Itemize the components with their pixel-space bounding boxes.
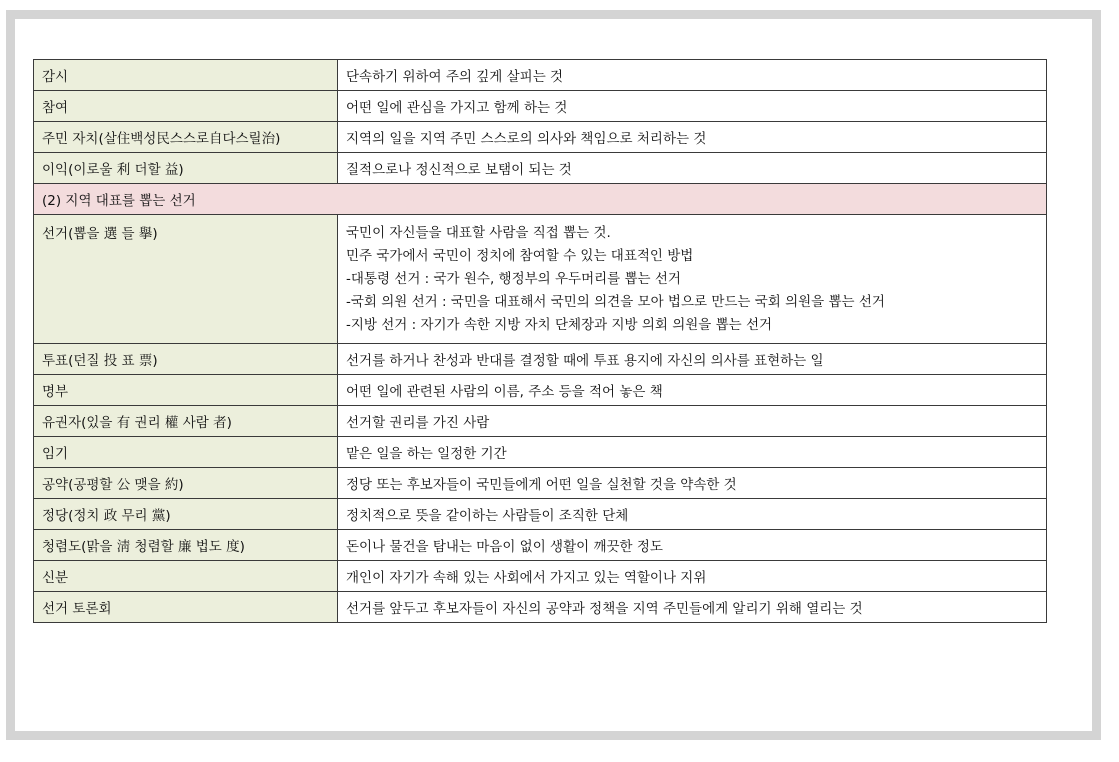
definition-line: 민주 국가에서 국민이 정치에 참여할 수 있는 대표적인 방법 bbox=[346, 248, 694, 264]
term-cell: 선거(뽑을 選 들 擧) bbox=[34, 215, 338, 344]
definition-line: -국회 의원 선거 : 국민을 대표해서 국민의 의견을 모아 법으로 만드는 국회 의원을 뽑는 선거 bbox=[346, 294, 885, 310]
definition-cell: 돈이나 물건을 탐내는 마음이 없이 생활이 깨끗한 정도 bbox=[338, 530, 1047, 561]
table-row bbox=[34, 561, 1047, 592]
glossary-table bbox=[33, 59, 1047, 623]
term-cell: 선거 토론회 bbox=[34, 592, 338, 623]
table-row bbox=[34, 122, 1047, 153]
table-row-election bbox=[34, 215, 1047, 344]
table-row bbox=[34, 530, 1047, 561]
definition-cell: 단속하기 위하여 주의 깊게 살피는 것 bbox=[338, 60, 1047, 91]
definition-cell: 맡은 일을 하는 일정한 기간 bbox=[338, 437, 1047, 468]
definition-cell: 개인이 자기가 속해 있는 사회에서 가지고 있는 역할이나 지위 bbox=[338, 561, 1047, 592]
section-heading-row bbox=[34, 184, 1047, 215]
table-row bbox=[34, 153, 1047, 184]
term-cell: 주민 자치(살住백성民스스로自다스릴治) bbox=[34, 122, 338, 153]
table-row bbox=[34, 499, 1047, 530]
term-cell: 유권자(있을 有 권리 權 사람 者) bbox=[34, 406, 338, 437]
term-cell: 명부 bbox=[34, 375, 338, 406]
term-cell: 임기 bbox=[34, 437, 338, 468]
table-row bbox=[34, 406, 1047, 437]
term-cell: 신분 bbox=[34, 561, 338, 592]
definition-cell: 선거할 권리를 가진 사람 bbox=[338, 406, 1047, 437]
term-cell: 감시 bbox=[34, 60, 338, 91]
table-row bbox=[34, 344, 1047, 375]
definition-cell bbox=[338, 215, 1047, 344]
term-cell: 정당(정치 政 무리 黨) bbox=[34, 499, 338, 530]
term-cell: 공약(공평할 公 맺을 約) bbox=[34, 468, 338, 499]
definition-cell: 정당 또는 후보자들이 국민들에게 어떤 일을 실천할 것을 약속한 것 bbox=[338, 468, 1047, 499]
table-row bbox=[34, 468, 1047, 499]
table-row bbox=[34, 60, 1047, 91]
definition-line: -지방 선거 : 자기가 속한 지방 자치 단체장과 지방 의회 의원을 뽑는 선거 bbox=[346, 317, 773, 333]
definition-cell: 정치적으로 뜻을 같이하는 사람들이 조직한 단체 bbox=[338, 499, 1047, 530]
definition-cell: 어떤 일에 관련된 사람의 이름, 주소 등을 적어 놓은 책 bbox=[338, 375, 1047, 406]
definition-line: 국민이 자신들을 대표할 사람을 직접 뽑는 것. bbox=[346, 225, 611, 241]
table-row bbox=[34, 592, 1047, 623]
definition-cell: 선거를 앞두고 후보자들이 자신의 공약과 정책을 지역 주민들에게 알리기 위해 열리는 것 bbox=[338, 592, 1047, 623]
definition-line: -대통령 선거 : 국가 원수, 행정부의 우두머리를 뽑는 선거 bbox=[346, 271, 681, 287]
definition-cell: 지역의 일을 지역 주민 스스로의 의사와 책임으로 처리하는 것 bbox=[338, 122, 1047, 153]
section-heading: (2) 지역 대표를 뽑는 선거 bbox=[34, 184, 1047, 215]
definition-cell: 질적으로나 정신적으로 보탬이 되는 것 bbox=[338, 153, 1047, 184]
term-cell: 청렴도(맑을 淸 청렴할 廉 법도 度) bbox=[34, 530, 338, 561]
term-cell: 이익(이로울 利 더할 益) bbox=[34, 153, 338, 184]
definition-cell: 선거를 하거나 찬성과 반대를 결정할 때에 투표 용지에 자신의 의사를 표현하는 일 bbox=[338, 344, 1047, 375]
table-row bbox=[34, 91, 1047, 122]
definition-cell: 어떤 일에 관심을 가지고 함께 하는 것 bbox=[338, 91, 1047, 122]
term-cell: 참여 bbox=[34, 91, 338, 122]
term-cell: 투표(던질 投 표 票) bbox=[34, 344, 338, 375]
table-row bbox=[34, 375, 1047, 406]
table-row bbox=[34, 437, 1047, 468]
